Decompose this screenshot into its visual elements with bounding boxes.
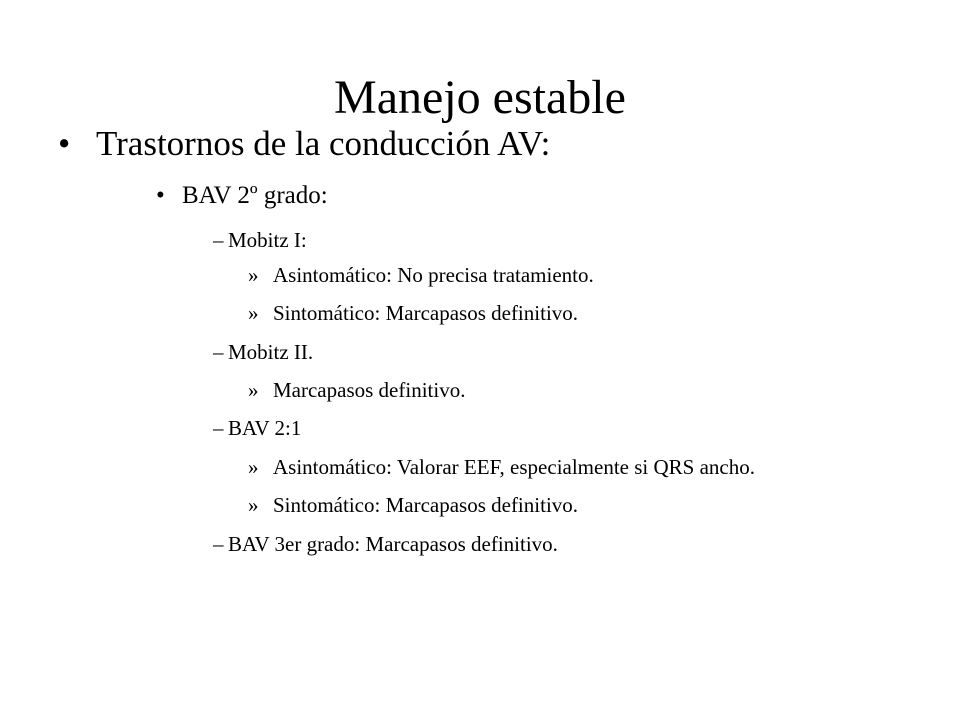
list-item-text: BAV 2:1 (228, 416, 302, 440)
list-item-text: Sintomático: Marcapasos definitivo. (273, 301, 579, 325)
double-chevron-icon: » (248, 455, 259, 479)
double-chevron-icon: » (248, 493, 259, 517)
bullet-text: BAV 2º grado: (182, 182, 328, 209)
list-item-mobitz-2 (0, 337, 960, 367)
bullet-text: Trastornos de la conducción AV: (96, 124, 551, 163)
list-item (0, 452, 960, 482)
bullet-level1 (0, 122, 960, 166)
list-item (0, 260, 960, 290)
list-item (0, 490, 960, 520)
list-item (0, 375, 960, 405)
dash-icon: – (213, 416, 224, 440)
double-chevron-icon: » (248, 263, 259, 287)
bullet-icon: • (156, 182, 165, 209)
list-item-text: Mobitz II. (228, 340, 314, 364)
list-item-text: Asintomático: Valorar EEF, especialmente si QRS ancho. (273, 455, 755, 479)
list-item-bav-2-1 (0, 413, 960, 443)
list-item-text: BAV 3er grado: Marcapasos definitivo. (228, 532, 558, 556)
list-item-text: Mobitz I: (228, 228, 307, 252)
dash-icon: – (213, 340, 224, 364)
dash-icon: – (213, 228, 224, 252)
double-chevron-icon: » (248, 301, 259, 325)
bullet-icon: • (58, 124, 71, 163)
double-chevron-icon: » (248, 378, 259, 402)
dash-icon: – (213, 532, 224, 556)
bullet-level2 (0, 178, 960, 214)
list-item (0, 298, 960, 328)
list-item-text: Marcapasos definitivo. (273, 378, 466, 402)
list-item-bav-3 (0, 529, 960, 559)
slide-title: Manejo estable (334, 71, 626, 124)
list-item-text: Asintomático: No precisa tratamiento. (273, 263, 594, 287)
list-item-mobitz-1 (0, 225, 960, 255)
list-item-text: Sintomático: Marcapasos definitivo. (273, 493, 579, 517)
